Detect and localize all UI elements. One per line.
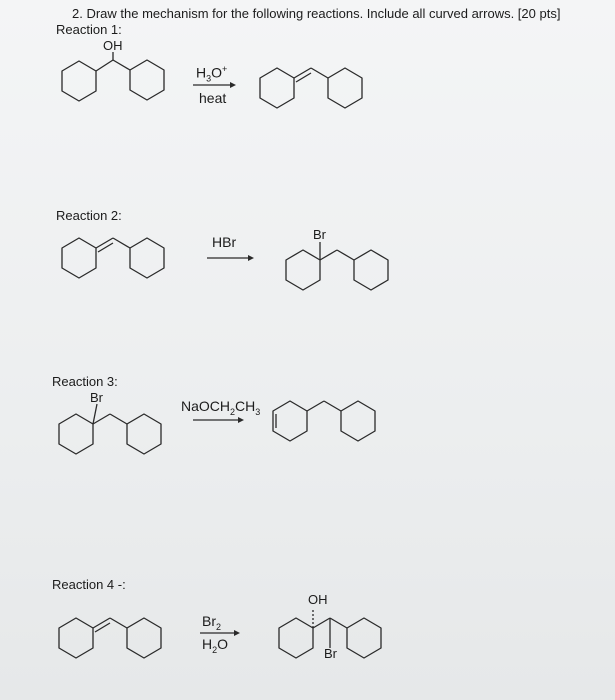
r1-reactant-bond — [96, 60, 113, 71]
reaction-3-title: Reaction 3: — [52, 374, 118, 389]
r3-br-bond — [93, 404, 97, 424]
r3-reactant-ring-left — [59, 414, 93, 454]
r4-product-ring-right — [347, 618, 381, 658]
reaction-2-br-label: Br — [313, 227, 326, 242]
reaction-2-reagent: HBr — [212, 234, 237, 250]
r1-reactant-ring-left — [62, 61, 96, 101]
r4-reactant-ring-left — [59, 618, 93, 658]
r2-product-ring-left — [286, 250, 320, 290]
reaction-4-title: Reaction 4 -: — [52, 577, 126, 592]
reaction-4-oh-label: OH — [308, 592, 328, 607]
r2-product-ring-right — [354, 250, 388, 290]
r1-product-ring-left — [260, 68, 294, 108]
reaction-1-reagent-bottom: heat — [199, 90, 227, 106]
reaction-3-br-label: Br — [90, 390, 103, 405]
reaction-4-br-label: Br — [324, 646, 337, 661]
reaction-4-reagent-bottom: $H_2O$ — [202, 636, 229, 655]
r3-reactant-ring-right — [127, 414, 161, 454]
r1-product-ring-right — [328, 68, 362, 108]
r2-reactant-ring-right — [130, 238, 164, 278]
reaction-1-title: Reaction 1: — [56, 22, 122, 37]
r3-product-ring-left — [273, 401, 307, 441]
r1-reactant-ring-right — [130, 60, 164, 100]
reaction-1-reagent-top: $H_3O^+$ — [196, 64, 228, 84]
r4-reactant-ring-right — [127, 618, 161, 658]
r1-reactant-bond-2 — [113, 60, 130, 70]
r3-product-ring-right — [341, 401, 375, 441]
reaction-2-title: Reaction 2: — [56, 208, 122, 223]
reaction-1-oh-label: OH — [103, 38, 123, 53]
reaction-4-reagent-top: $Br_2$ — [202, 613, 222, 632]
r2-reactant-ring-left — [62, 238, 96, 278]
reaction-3-reagent: $NaOCH_2CH_3$ — [181, 398, 261, 417]
question-text: 2. Draw the mechanism for the following reactions. Include all curved arrows. [20 pts] — [72, 6, 561, 21]
r4-product-ring-left — [279, 618, 313, 658]
